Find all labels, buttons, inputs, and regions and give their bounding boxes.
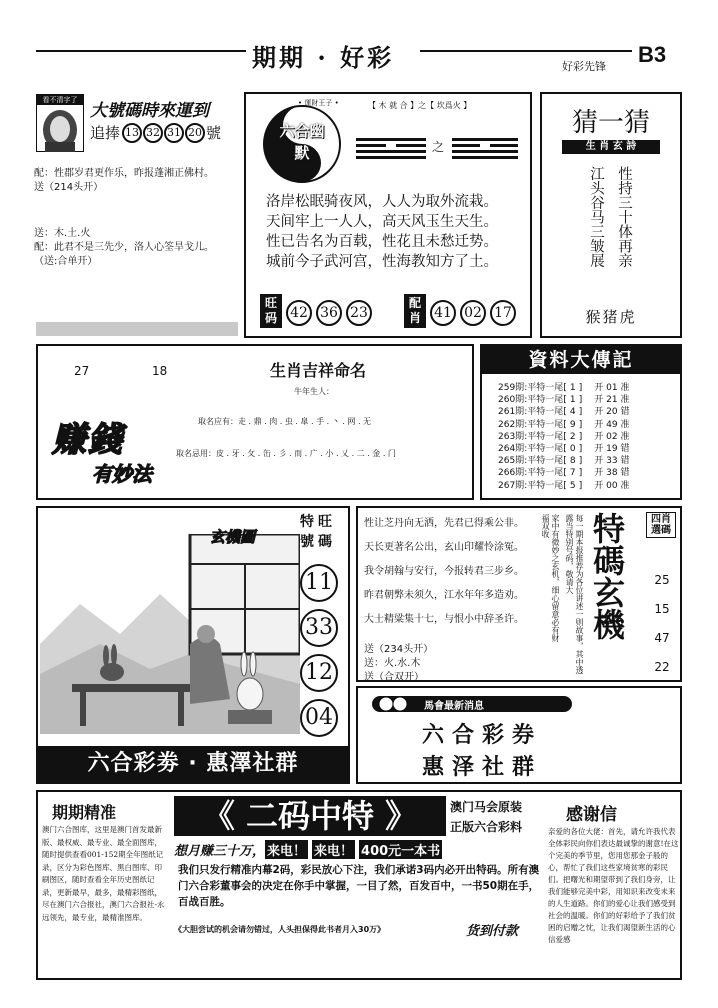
verse-big: 特碼玄機 — [588, 512, 626, 640]
poem-line: 天间牢上一人人，高天风玉生天生。 — [266, 214, 498, 230]
pei-label: 配肖 — [404, 294, 426, 328]
money-small: 有妙法 — [92, 462, 152, 486]
slogan-c: 来电！ — [312, 840, 355, 859]
verse-send: 送（234头开） — [364, 644, 434, 655]
hot-heading: 大號碼時來運到 — [90, 101, 209, 121]
right-text: 亲爱的各位大佬：首先，请允许我代表全体彩民向你们表达最诚挚的谢意!在这个完美的季节里，您用您那金子般的心，帮忙了我们这些家境贫寒的彩民们。把曙光和期望带到了我们身旁，让我们能够完美中彩，用知识来改变未来的人生道路。你们的爱心让我们感受到社会的温暖。你们的好彩给予了我们贫困的启赠之忱，让我们渴望新生活的心信爱感 — [548, 827, 679, 944]
zodiac-num: 18 — [152, 364, 168, 378]
bad-chars: 皮 . 牙 . 攵 . 缶 . 彡 . 而 . 广 . 小 . 乂 . 二 . 金 . 门 — [216, 449, 396, 458]
guess-subtitle: 生 肖 玄 詩 — [562, 140, 660, 154]
gray-bar — [36, 322, 238, 336]
trigram-right-icon — [452, 138, 518, 159]
banner-r1: 澳门马会原装 — [450, 800, 523, 814]
avatar — [36, 94, 84, 152]
verse-line: 昨君朝弊未须久，江水年年多造劝。 — [364, 590, 524, 601]
news-box — [356, 686, 682, 784]
page-number: B3 — [638, 42, 667, 67]
billiard-balls-icon — [378, 696, 418, 712]
slogan-b: 来电！ — [265, 840, 308, 859]
chase-num: 32 — [143, 123, 163, 143]
small-num: 25 — [654, 573, 670, 587]
right-title: 感谢信 — [566, 805, 617, 825]
mystic-num: 11 — [300, 564, 338, 602]
mystic-num: 12 — [300, 654, 338, 692]
record-table — [498, 382, 630, 492]
header-rule-right — [420, 50, 632, 52]
yin-yang-badge — [262, 104, 342, 184]
poem-line: 洛岸松眠骑夜风，人人为取外流栽。 — [266, 194, 498, 210]
record-title: 資料大傳記 — [482, 346, 680, 374]
foot-text: 《大胆尝试的机会请勿错过，人头担保得此书者月入30万》 — [174, 925, 386, 934]
zodiac-title: 生肖吉祥命名 — [270, 361, 367, 380]
wang-label: 旺码 — [260, 294, 282, 328]
guess-title: 猜一猜 — [571, 108, 650, 138]
wang-num: 42 — [286, 300, 312, 326]
guess-col2: 江头谷马三皱展 — [588, 166, 604, 268]
verse-line: 大士精粱集十七，与恨小中辞圣许。 — [364, 614, 524, 625]
mystic-label: 玄機圖 — [210, 528, 256, 546]
poem-box — [244, 92, 532, 338]
table-row: 261期 : 平特一尾 [ 4 ] 开 20 错 — [498, 407, 630, 418]
chase-label: 追捧 — [90, 124, 121, 142]
good-chars: 走 . 鼎 . 肉 . 虫 . 皐 . 手 . 丶 . 网 . 无 — [238, 417, 372, 426]
portrait-icon — [37, 106, 83, 152]
trigram-left-icon — [356, 138, 426, 159]
slogan-d: 400元一本书 — [359, 840, 442, 859]
small-num: 22 — [654, 660, 670, 674]
mystic-side-title: 特旺號碼 — [300, 514, 336, 550]
hot-line: 配：性郡岁君更作乐，昨报蓬湘正佛村。 — [34, 168, 214, 179]
verse-box — [356, 506, 682, 682]
hot-line: 送（214头开） — [34, 182, 104, 193]
mystic-box — [36, 506, 350, 784]
table-row: 264期 : 平特一尾 [ 0 ] 开 19 错 — [498, 444, 630, 455]
wang-nums — [286, 300, 372, 326]
scholar-rabbits-illustration — [40, 534, 300, 734]
hot-line: （送:合单开） — [34, 256, 98, 267]
poem-zhi: 之 — [432, 140, 445, 154]
good-label: 取名应有： — [198, 417, 238, 426]
table-row: 267期 : 平特一尾 [ 5 ] 开 00 准 — [498, 480, 630, 491]
pei-num: 02 — [460, 300, 486, 326]
banner-big: 《 二码中特 》 — [174, 796, 446, 836]
mystic-banner: 六合彩劵 · 惠澤社群 — [38, 746, 348, 782]
hot-line: 送：木.土.火 — [34, 228, 91, 239]
verse-send: 送：火.水.木 — [364, 658, 421, 669]
chase-num: 20 — [185, 123, 205, 143]
poem-line: 城前今子武河宫，性海教知方了土。 — [266, 254, 498, 270]
body-text: 我们只发行精准内幕2码，彩民放心下注，我们承诺3码内必开出特码。所有澳门六合彩董事会的决定在你手中掌握，一目了然，百发百中，一书50期在手，百战百胜。 — [178, 864, 540, 908]
bottom-box — [36, 790, 682, 980]
small-num: 15 — [654, 602, 670, 616]
badge-text: 六合幽默 — [279, 122, 325, 162]
mystic-nums — [300, 564, 342, 737]
bad-label: 取名忌用： — [176, 449, 216, 458]
table-row: 265期 : 平特一尾 [ 8 ] 开 33 错 — [498, 456, 630, 467]
zodiac-num: 27 — [74, 364, 90, 378]
table-row: 263期 : 平特一尾 [ 2 ] 开 02 准 — [498, 431, 630, 442]
header-rule-left — [36, 50, 246, 52]
brand: • 運財王子 • — [298, 99, 339, 107]
news-header — [372, 696, 572, 712]
news-label: 馬會最新消息 — [424, 701, 484, 712]
verse-send: 送（合双开） — [364, 672, 424, 683]
left-title: 期期精准 — [52, 803, 117, 822]
table-row: 262期 : 平特一尾 [ 9 ] 开 49 准 — [498, 419, 630, 430]
foot-tag: 货到付款 — [466, 924, 519, 939]
zodiac-box — [36, 344, 474, 500]
small-nums — [648, 566, 676, 682]
table-row: 260期 : 平特一尾 [ 1 ] 开 21 准 — [498, 395, 630, 406]
news-line2: 惠泽社群 — [422, 755, 543, 780]
guess-answer: 猴猪虎 — [585, 308, 637, 326]
verse-line: 天长更著名公出，玄山印耀怜涂冤。 — [364, 542, 524, 553]
guess-box — [540, 92, 682, 338]
mystic-num: 04 — [300, 699, 338, 737]
chase-row — [90, 122, 221, 143]
bad-row — [176, 448, 396, 459]
verse-line: 我令胡翰与安行，今报转君三步乡。 — [364, 566, 524, 577]
zodiac-subtitle: 牛年生人： — [294, 387, 334, 396]
news-line1: 六合彩券 — [422, 723, 543, 748]
small-num: 47 — [654, 631, 670, 645]
verse-note-b: 每一期本报推荐为各位讲述一则故事，其中透露当特别号码，敬请大 — [565, 514, 584, 674]
wang-num: 36 — [316, 300, 342, 326]
pei-num: 17 — [490, 300, 516, 326]
avatar-caption: 看不清字了 — [37, 95, 83, 105]
wang-num: 23 — [346, 300, 372, 326]
chase-num: 13 — [122, 123, 142, 143]
left-text: 澳门六合图库，这里是澳门首发最新版、最权威、最专业、最全面图库，随时提供查看001-152期全年图纸记录，区分为彩色图库、黑白图库、印刷图区，随时查看全年历史图纸记录，更新最早，最多，最精彩图纸，尽在澳门六合报社，澳门六合报社-永远领先，最专业，最精准图库。 — [42, 825, 165, 922]
chase-num: 31 — [164, 123, 184, 143]
header-title: 期期 · 好彩 — [252, 43, 395, 72]
table-row: 266期 : 平特一尾 [ 7 ] 开 38 错 — [498, 468, 630, 479]
money-big: 赚錢 — [52, 420, 124, 460]
verse-note-a: 家中有微妙之玄机，细心留意必有财福双收 — [541, 514, 560, 642]
guess-col1: 性持三十体再亲 — [616, 166, 632, 268]
hot-section — [34, 92, 240, 328]
pei-num: 41 — [430, 300, 456, 326]
poem-tag: 【 木 就 合 】之【 坎爲火 】 — [368, 101, 472, 110]
hot-line: 配：此君不是三先少，洛人心筌旱戈儿。 — [34, 242, 214, 253]
banner-r2: 正版六合彩料 — [450, 820, 523, 834]
slogan-row — [174, 840, 442, 859]
poem-line: 性已告名为百载，性花且未愁迁势。 — [266, 234, 498, 250]
chase-suffix: 號 — [206, 124, 222, 142]
good-row — [198, 416, 371, 427]
mystic-num: 33 — [300, 609, 338, 647]
small-title: 四肖選碼 — [646, 512, 676, 538]
pei-nums — [430, 300, 516, 326]
record-box — [480, 344, 682, 500]
header-slogan: 好彩先锋 — [562, 60, 606, 73]
slogan-a: 想月赚三十万， — [174, 844, 266, 859]
table-row: 259期 : 平特一尾 [ 1 ] 开 01 准 — [498, 383, 630, 393]
verse-line: 性让芝丹向无洒，先君已得乘公非。 — [364, 518, 524, 529]
